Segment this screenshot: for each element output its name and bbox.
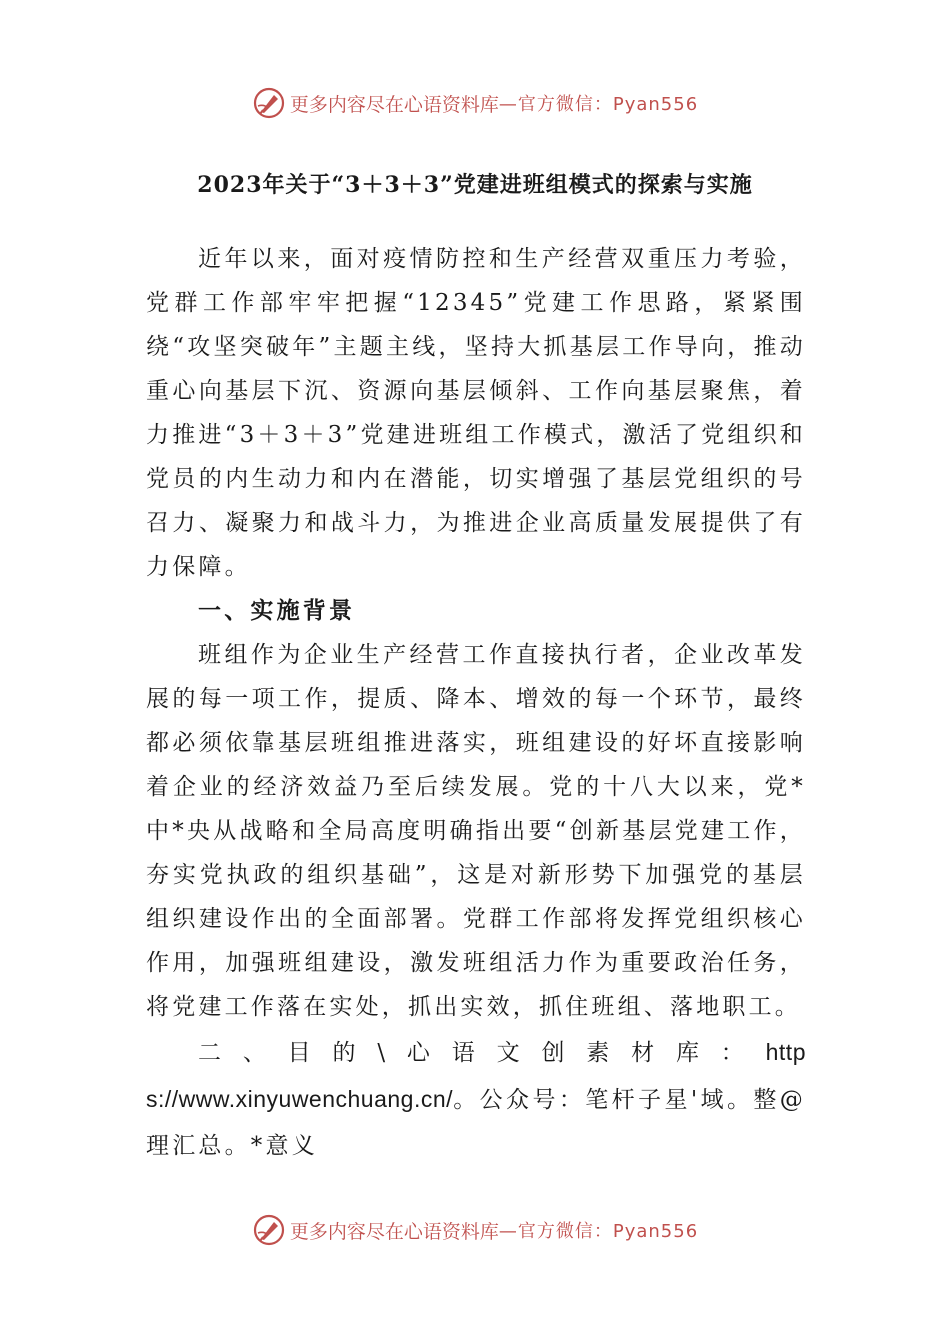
pen-nib-logo-icon: [252, 86, 286, 120]
banner-main-text: 更多内容尽在心语资料库: [289, 93, 499, 116]
pen-nib-logo-icon: [252, 1213, 286, 1247]
section2-trailing-text: 。公众号：笔杆子星'域。整@理汇总。*意义: [146, 1087, 806, 1159]
section2-heading-text: 二、目的\心语文创素材库：: [198, 1040, 766, 1066]
section2-paragraph: [146, 1029, 806, 1169]
document-body: [146, 237, 806, 1169]
banner-main-text: 更多内容尽在心语资料库: [289, 1220, 499, 1243]
footer-watermark-banner: [0, 1210, 950, 1250]
intro-paragraph: 近年以来，面对疫情防控和生产经营双重压力考验，党群工作部牢牢把握“12345”党建工作思路，紧紧围绕“攻坚突破年”主题主线，坚持大抓基层工作导向，推动重心向基层下沉、资源向基层倾斜、工作向基层聚焦，着力推进“3＋3＋3”党建进班组工作模式，激活了党组织和党员的内生动力和内在潜能，切实增强了基层党组织的号召力、凝聚力和战斗力，为推进企业高质量发展提供了有力保障。: [146, 246, 806, 580]
banner-sub-text: —官方微信：Pyan556: [498, 94, 699, 115]
source-url-text: https://www.xinyuwenchuang.cn/: [146, 1039, 806, 1112]
document-title: 2023年关于“3＋3＋3”党建进班组模式的探索与实施: [197, 172, 753, 198]
header-watermark-banner: [0, 83, 950, 123]
section1-heading: 一、实施背景: [198, 597, 356, 624]
banner-sub-text: —官方微信：Pyan556: [498, 1221, 699, 1242]
section1-paragraph: 班组作为企业生产经营工作直接执行者，企业改革发展的每一项工作，提质、降本、增效的每一个环节，最终都必须依靠基层班组推进落实，班组建设的好坏直接影响着企业的经济效益乃至后续发展。党的十八大以来，党*中*央从战略和全局高度明确指出要“创新基层党建工作，夯实党执政的组织基础”，这是对新形势下加强党的基层组织建设作出的全面部署。党群工作部将发挥党组织核心作用，加强班组建设，激发班组活力作为重要政治任务，将党建工作落在实处，抓出实效，抓住班组、落地职工。: [146, 642, 806, 1020]
